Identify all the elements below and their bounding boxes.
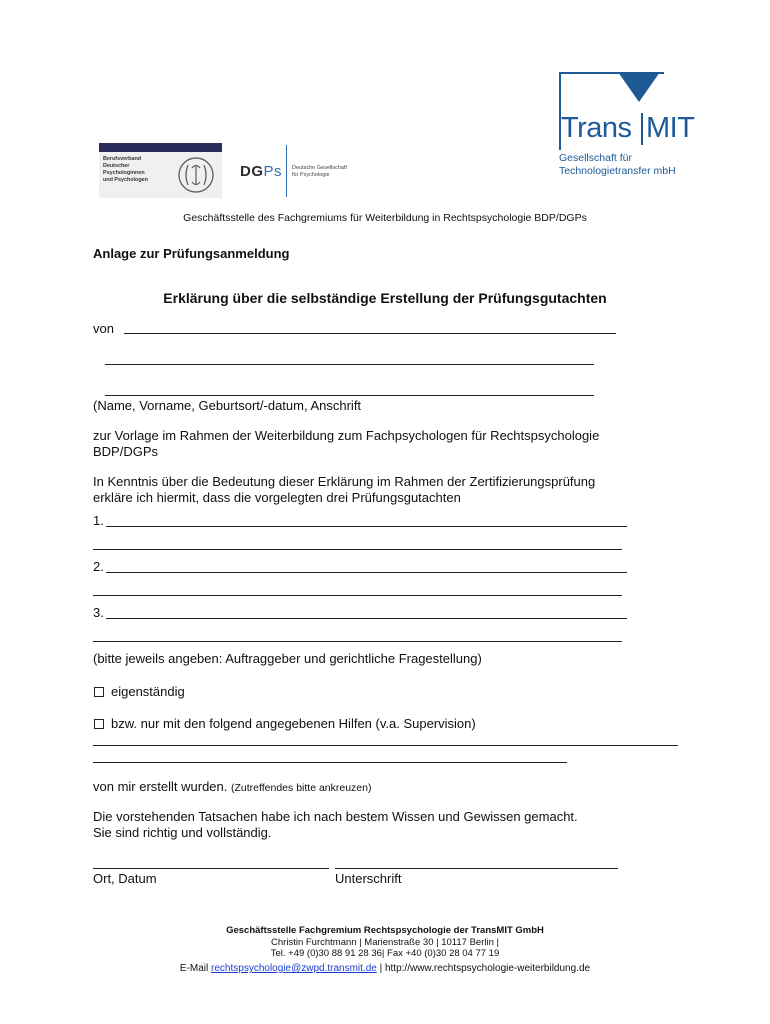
- ort-datum-label: Ort, Datum: [93, 871, 157, 886]
- transmit-logo-trans: Trans: [561, 112, 632, 144]
- dgps-dg: DG: [240, 163, 264, 180]
- footer-email-link[interactable]: rechtspsychologie@zwpd.transmit.de: [211, 963, 377, 974]
- bdp-logo-bar: [99, 143, 222, 152]
- von-mir-text: [93, 779, 371, 796]
- tatsachen-line-1: Die vorstehenden Tatsachen habe ich nach bestem Wissen und Gewissen gemacht.: [93, 809, 578, 824]
- tatsachen-line-2: Sie sind richtig und vollständig.: [93, 825, 272, 840]
- vorlage-line-1: zur Vorlage im Rahmen der Weiterbildung zum Fachpsychologen für Rechtspsychologie: [93, 428, 600, 443]
- bdp-logo: [99, 143, 222, 198]
- bdp-emblem-icon: [175, 155, 217, 195]
- von-mir-label: von mir erstellt wurden.: [93, 779, 228, 794]
- footer-contact: [0, 963, 770, 975]
- item-1-line-b[interactable]: [93, 549, 622, 550]
- header-line: Geschäftsstelle des Fachgremiums für Weiterbildung in Rechtspsychologie BDP/DGPs: [183, 212, 587, 224]
- transmit-logo: [557, 72, 697, 182]
- bitte-hint: (bitte jeweils angeben: Auftraggeber und gerichtliche Fragestellung): [93, 651, 482, 666]
- hilfen-line-2[interactable]: [93, 762, 567, 763]
- kenntnis-line-2: erkläre ich hiermit, dass die vorgelegten drei Prüfungsgutachten: [93, 490, 461, 505]
- anlage-heading: Anlage zur Prüfungsanmeldung: [93, 246, 290, 261]
- transmit-logo-subtitle-2: Technologietransfer mbH: [559, 165, 676, 177]
- transmit-logo-mit: MIT: [646, 112, 695, 144]
- item-3-line-b[interactable]: [93, 641, 622, 642]
- dgps-ps: Ps: [263, 163, 283, 180]
- footer-email-label: E-Mail: [179, 963, 209, 974]
- von-label: von: [93, 321, 114, 336]
- name-caption: (Name, Vorname, Geburtsort/-datum, Anschrift: [93, 398, 362, 413]
- unterschrift-label: Unterschrift: [335, 871, 402, 886]
- item-3-number: 3.: [93, 605, 104, 620]
- unterschrift-line[interactable]: [335, 868, 618, 869]
- name-line-1[interactable]: [124, 333, 616, 334]
- item-2-number: 2.: [93, 559, 104, 574]
- bdp-logo-text: Berufsverband Deutscher Psychologinnen und Psychologen: [103, 156, 148, 183]
- vorlage-line-2: BDP/DGPs: [93, 444, 159, 459]
- transmit-logo-separator: [641, 113, 643, 145]
- hilfen-label: bzw. nur mit den folgend angegebenen Hilfen (v.a. Supervision): [111, 716, 476, 731]
- footer-line-2: Christin Furchtmann | Marienstraße 30 | 10117 Berlin |: [271, 937, 499, 948]
- item-3-line-a[interactable]: [106, 618, 627, 619]
- footer-line-3: Tel. +49 (0)30 88 91 28 36| Fax +40 (0)30 28 04 77 19: [270, 948, 500, 959]
- eigenstaendig-checkbox[interactable]: [94, 687, 104, 697]
- transmit-logo-subtitle-1: Gesellschaft für: [559, 152, 632, 164]
- eigenstaendig-label: eigenständig: [111, 684, 185, 699]
- footer-line-1: Geschäftsstelle Fachgremium Rechtspsychologie der TransMIT GmbH: [226, 925, 544, 936]
- zutreffendes-hint: (Zutreffendes bitte ankreuzen): [231, 782, 372, 794]
- item-2-line-b[interactable]: [93, 595, 622, 596]
- name-line-3[interactable]: [105, 395, 594, 396]
- dgps-logo-text: Deutsche Gesellschaft für Psychologie: [292, 165, 348, 178]
- kenntnis-line-1: In Kenntnis über die Bedeutung dieser Erklärung im Rahmen der Zertifizierungsprüfung: [93, 474, 596, 489]
- dgps-logo-mark: [240, 163, 282, 180]
- footer-url[interactable]: | http://www.rechtspsychologie-weiterbildung.de: [379, 963, 591, 974]
- transmit-triangle-icon: [618, 72, 660, 102]
- dgps-logo: [238, 145, 358, 197]
- name-line-2[interactable]: [105, 364, 594, 365]
- ort-datum-line[interactable]: [93, 868, 329, 869]
- item-1-number: 1.: [93, 513, 104, 528]
- hilfen-line-1[interactable]: [93, 745, 678, 746]
- page-title: Erklärung über die selbständige Erstellung der Prüfungsgutachten: [163, 290, 607, 306]
- item-1-line-a[interactable]: [106, 526, 627, 527]
- hilfen-checkbox[interactable]: [94, 719, 104, 729]
- item-2-line-a[interactable]: [106, 572, 627, 573]
- dgps-divider: [286, 145, 287, 197]
